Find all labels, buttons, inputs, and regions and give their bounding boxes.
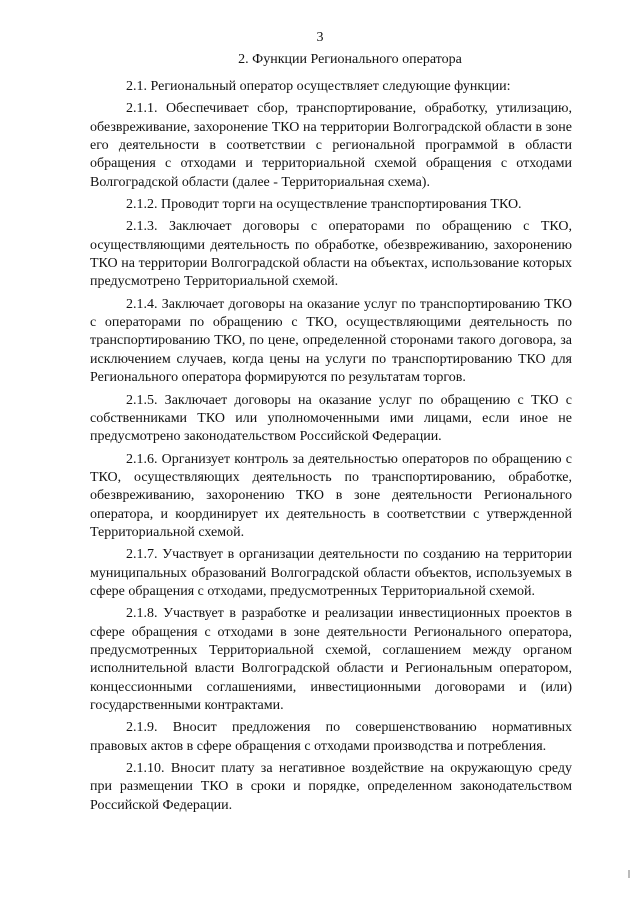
paragraph-2-1-1: 2.1.1. Обеспечивает сбор, транспортирование, обработку, утилизацию, обезвреживание, захоронение ТКО на территории Волгоградской области в зоне его деятельности в соответствии с региональной программой в области обращения с отходами и территориальной схемой обращения с отходами Волгоградской области (далее - Территориальная схема).: [90, 101, 572, 190]
paragraph-2-1-7: 2.1.7. Участвует в организации деятельности по созданию на территории муниципальных образований Волгоградской области объектов, используемых в сфере обращения с отходами, предусмотренных Территориальной схемой.: [90, 547, 572, 599]
paragraph-2-1-5: 2.1.5. Заключает договоры на оказание услуг по обращению с ТКО с собственниками ТКО или уполномоченными ими лицами, если иное не предусмотрено законодательством Российской Федерации.: [90, 392, 572, 445]
scan-margin-mark: [628, 870, 630, 878]
paragraph-2-1-3: 2.1.3. Заключает договоры с операторами по обращению с ТКО, осуществляющими деятельность по обработке, обезвреживанию, захоронению ТКО на территории Волгоградской области на объектах, использование которых предусмотрено Территориальной схемой.: [90, 219, 572, 290]
section-title: 2. Функции Регионального оператора: [238, 52, 462, 67]
paragraph-2-1-2: 2.1.2. Проводит торги на осуществление транспортирования ТКО.: [126, 197, 522, 213]
paragraph-2-1-6: 2.1.6. Организует контроль за деятельностью операторов по обращению с ТКО, осуществляющих деятельность по транспортированию, обработке, обезвреживанию, захоронению ТКО в зоне деятельности Регионального оператора, и координирует их деятельность в соответствии с утвержденной Территориальной схемой.: [90, 451, 572, 540]
paragraph-2-1-9: 2.1.9. Вносит предложения по совершенствованию нормативных правовых актов в сфере обращения с отходами производства и потребления.: [90, 720, 572, 754]
paragraph-2-1-10: 2.1.10. Вносит плату за негативное воздействие на окружающую среду при размещении ТКО в сроки и порядке, определенном законодательством Российской Федерации.: [90, 761, 572, 813]
paragraph-2-1-8: 2.1.8. Участвует в разработке и реализации инвестиционных проектов в сфере обращения с отходами в зоне деятельности Регионального оператора, предусмотренных Территориальной схемой, соглашением между органом исполнительной власти Волгоградской области и Региональным оператором, концессионными соглашениями, инвестиционными договорами и (или) государственными контрактами.: [90, 606, 572, 713]
page-number: 3: [316, 30, 324, 45]
document-body: [90, 78, 572, 819]
paragraph-2-1-4: 2.1.4. Заключает договоры на оказание услуг по транспортированию ТКО с операторами по обращению с ТКО, осуществляющими деятельность по транспортированию ТКО, по цене, определенной сторонами такого договора, за исключением случаев, когда цены на услуги по транспортированию ТКО для Регионального оператора формируются по результатам торгов.: [90, 296, 572, 386]
paragraph-2-1: 2.1. Региональный оператор осуществляет следующие функции:: [126, 79, 511, 94]
